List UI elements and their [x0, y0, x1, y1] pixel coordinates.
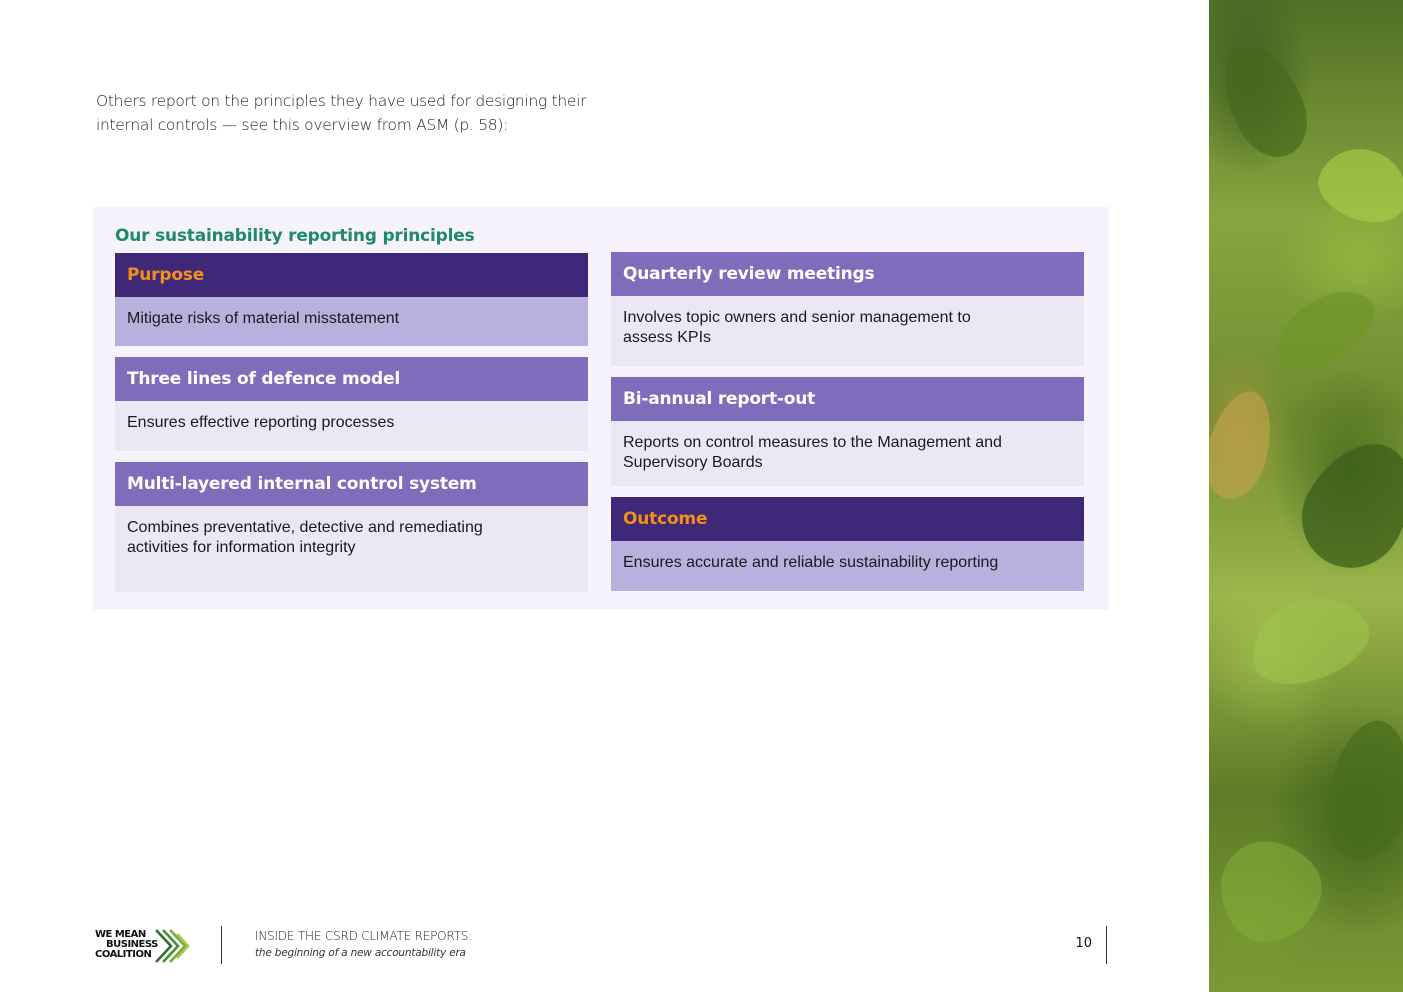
principle-card-purpose: [115, 253, 588, 346]
card-body: Ensures accurate and reliable sustainability reporting: [611, 541, 1084, 591]
card-heading: Quarterly review meetings: [611, 252, 1084, 296]
card-body: Ensures effective reporting processes: [115, 401, 588, 451]
logo-line-2: BUSINESS: [106, 939, 158, 950]
foliage-photo: [1209, 0, 1403, 992]
logo-line-3: COALITION: [95, 949, 152, 960]
report-subtitle: the beginning of a new accountability era: [255, 947, 466, 959]
card-body: Mitigate risks of material misstatement: [115, 297, 588, 346]
chevrons-icon: [155, 929, 191, 963]
intro-line-2: internal controls — see this overview from ASM (p. 58):: [96, 116, 508, 134]
intro-line-1: Others report on the principles they have used for designing their: [96, 92, 587, 110]
card-body: Reports on control measures to the Management and Supervisory Boards: [611, 421, 1084, 486]
figure-title: Our sustainability reporting principles: [115, 226, 475, 246]
card-heading: Three lines of defence model: [115, 357, 588, 401]
principle-card-quarterly-review: [611, 252, 1084, 366]
principle-card-outcome: [611, 497, 1084, 591]
intro-paragraph: [96, 89, 596, 137]
principle-card-bi-annual: [611, 377, 1084, 486]
principle-card-three-lines: [115, 357, 588, 451]
logo-wordmark: [95, 930, 158, 960]
card-heading: Multi-layered internal control system: [115, 462, 588, 506]
report-title: INSIDE THE CSRD CLIMATE REPORTS:: [255, 929, 473, 943]
page-number: 10: [1075, 936, 1092, 951]
card-heading: Purpose: [115, 253, 588, 297]
principle-card-internal-control: [115, 462, 588, 592]
page-number-rule: [1106, 926, 1107, 964]
card-heading: Outcome: [611, 497, 1084, 541]
logo-line-1: WE MEAN: [95, 929, 146, 940]
coalition-logo: [95, 930, 195, 964]
card-heading: Bi-annual report-out: [611, 377, 1084, 421]
footer-divider: [221, 926, 222, 964]
card-body: Combines preventative, detective and remediating activities for information integrity: [115, 506, 588, 592]
principles-figure: [93, 207, 1109, 610]
card-body: Involves topic owners and senior management to assess KPIs: [611, 296, 1084, 366]
